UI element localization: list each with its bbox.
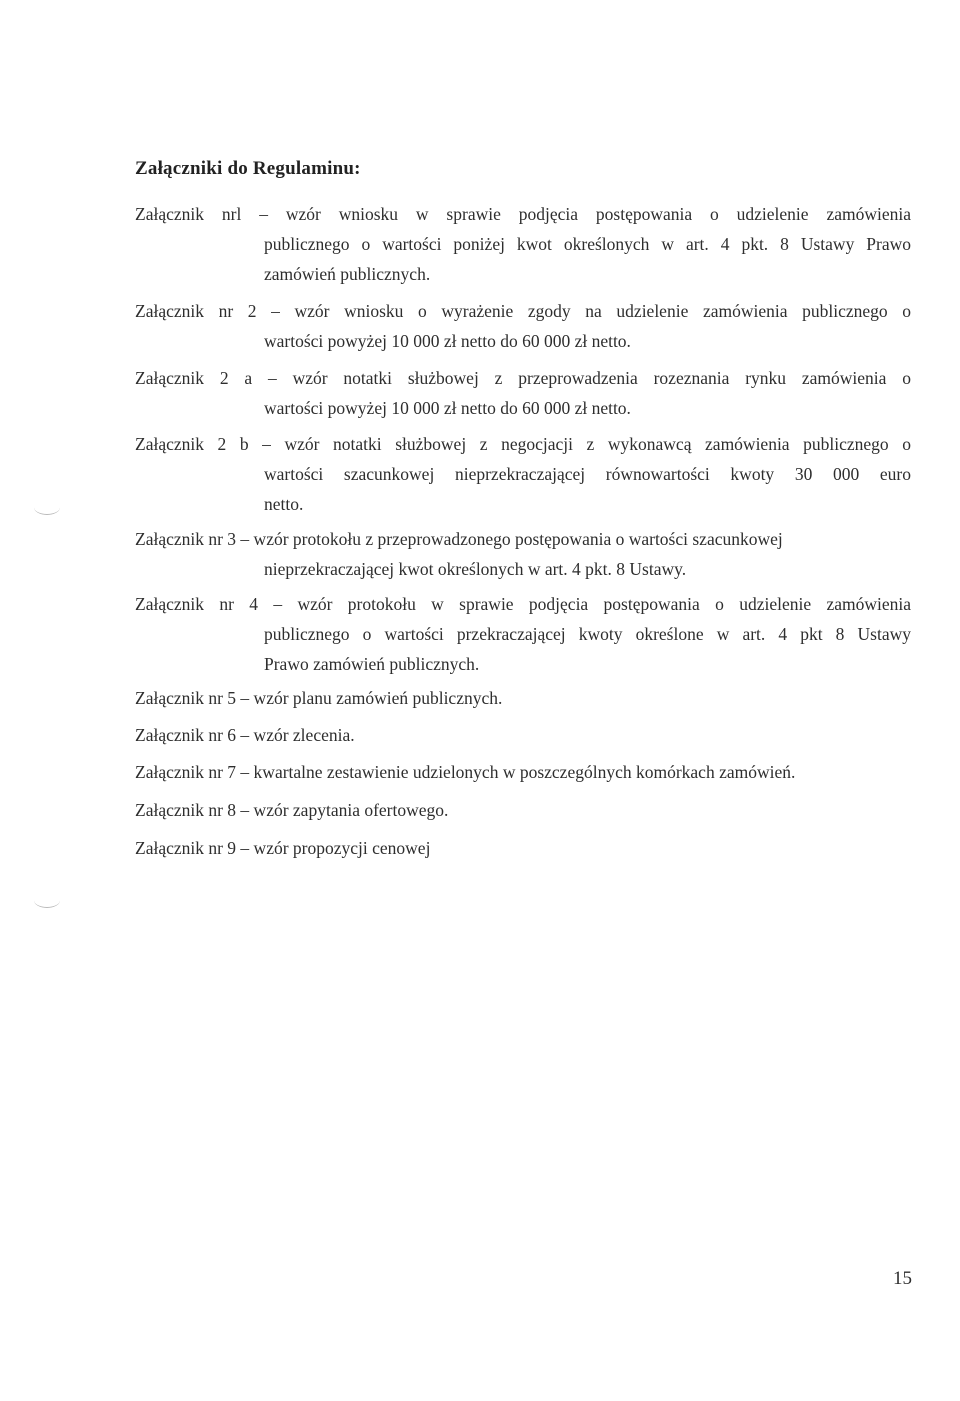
entry-line: Załącznik nr 5 – wzór planu zamówień publicznych.: [135, 688, 503, 708]
attachment-entry-2a: [135, 363, 911, 423]
attachment-entry-8: [135, 795, 448, 825]
entry-line: Załącznik nr 3 – wzór protokołu z przeprowadzonego postępowania o wartości szacunkowej: [135, 529, 783, 549]
entry-line: publicznego o wartości przekraczającej kwoty określone w art. 4 pkt 8 Ustawy: [264, 624, 911, 644]
entry-line: Załącznik nr 4 – wzór protokołu w sprawie podjęcia postępowania o udzielenie zamówienia: [135, 594, 911, 614]
scan-mark: [34, 893, 60, 908]
entry-line: nieprzekraczającej kwot określonych w art. 4 pkt. 8 Ustawy.: [264, 559, 687, 579]
attachment-entry-4: [135, 589, 911, 679]
scan-mark: [34, 500, 60, 515]
entry-line: wartości powyżej 10 000 zł netto do 60 000 zł netto.: [264, 398, 631, 418]
attachment-entry-1: [135, 199, 911, 289]
entry-line: Załącznik nr 7 – kwartalne zestawienie udzielonych w poszczególnych komórkach zamówień.: [135, 762, 796, 782]
entry-line: wartości szacunkowej nieprzekraczającej równowartości kwoty 30 000 euro: [264, 464, 911, 484]
entry-line: zamówień publicznych.: [264, 264, 431, 284]
entry-line: Załącznik nr 6 – wzór zlecenia.: [135, 725, 355, 745]
attachment-entry-5: [135, 683, 502, 713]
attachment-entry-2: [135, 296, 911, 356]
attachment-entry-6: [135, 720, 355, 750]
attachment-entry-7: [135, 757, 795, 787]
entry-line: Prawo zamówień publicznych.: [264, 654, 480, 674]
entry-line: Załącznik 2 b – wzór notatki służbowej z negocjacji z wykonawcą zamówienia publicznego o: [135, 434, 911, 454]
entry-line: wartości powyżej 10 000 zł netto do 60 000 zł netto.: [264, 331, 631, 351]
page-title: Załączniki do Regulaminu:: [135, 158, 361, 179]
entry-line: Załącznik 2 a – wzór notatki służbowej z przeprowadzenia rozeznania rynku zamówienia o: [135, 368, 911, 388]
entry-line: Załącznik nr 2 – wzór wniosku o wyrażenie zgody na udzielenie zamówienia publicznego o: [135, 301, 911, 321]
entry-line: Załącznik nrl – wzór wniosku w sprawie podjęcia postępowania o udzielenie zamówienia: [135, 204, 911, 224]
attachment-entry-9: [135, 833, 430, 863]
attachment-entry-3: [135, 524, 783, 584]
entry-line: Załącznik nr 9 – wzór propozycji cenowej: [135, 838, 431, 858]
page-number: 15: [893, 1268, 912, 1289]
entry-line: netto.: [264, 494, 304, 514]
entry-line: Załącznik nr 8 – wzór zapytania ofertowego.: [135, 800, 449, 820]
entry-line: publicznego o wartości poniżej kwot określonych w art. 4 pkt. 8 Ustawy Prawo: [264, 234, 911, 254]
attachment-entry-2b: [135, 429, 911, 519]
